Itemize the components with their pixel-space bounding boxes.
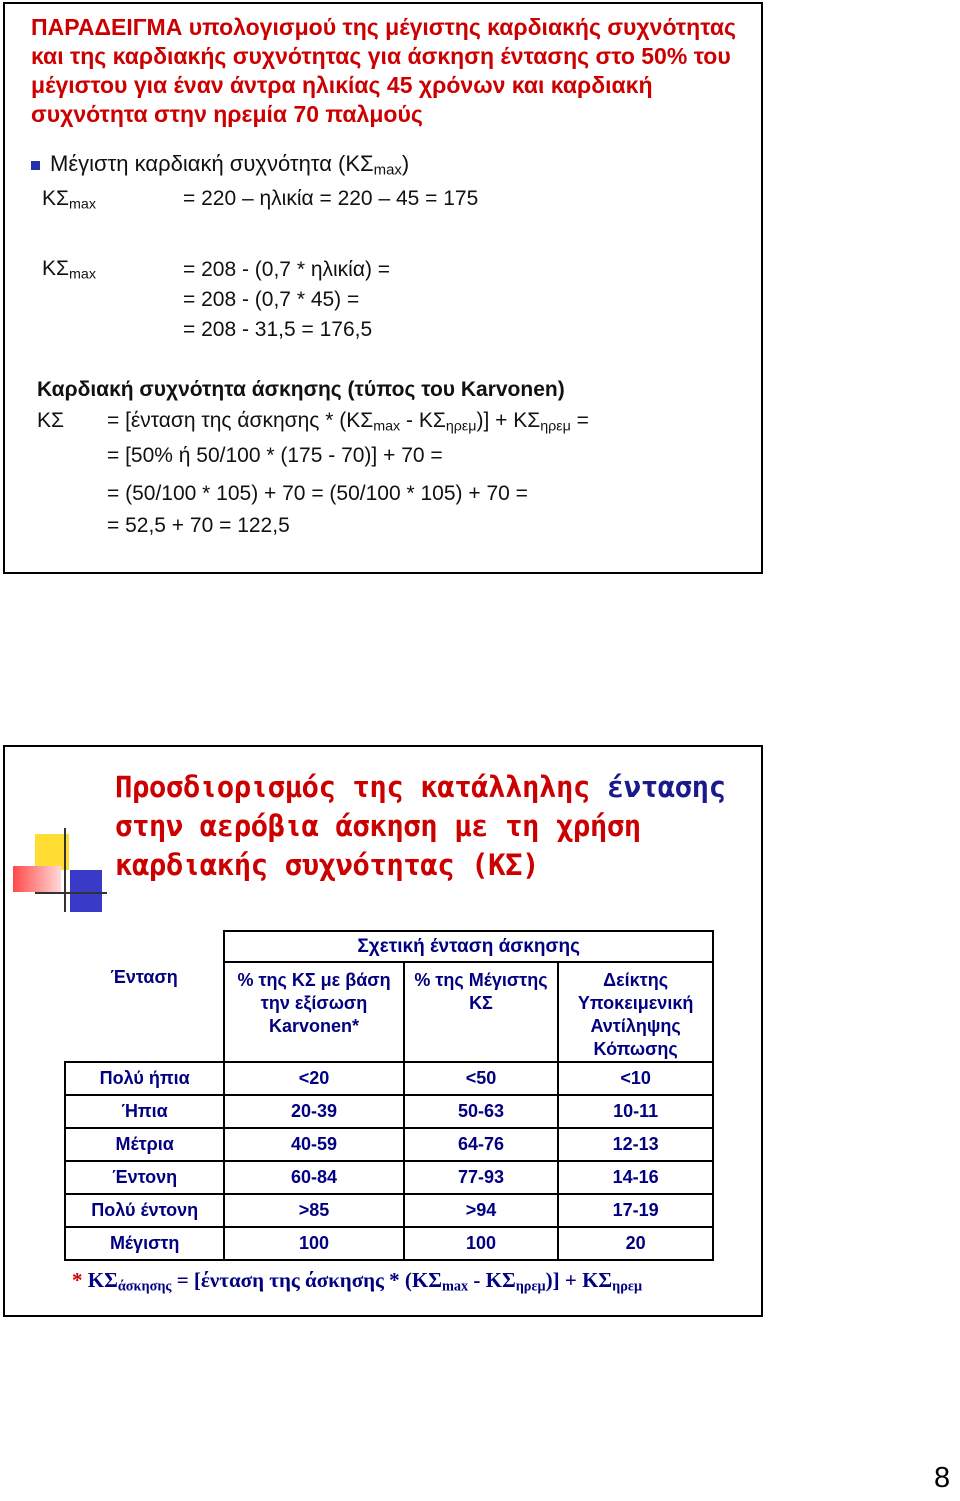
karvonen-label: ΚΣ	[37, 409, 64, 432]
table-row	[65, 1062, 713, 1095]
row-intensity: Πολύ έντονη	[65, 1194, 224, 1227]
hrmax-formula-2-line-2: = 208 - (0,7 * 45) =	[183, 288, 360, 311]
red-bar-icon	[13, 866, 61, 892]
row-rpe: 12-13	[558, 1128, 713, 1161]
karvonen-formula: = [ένταση της $ά\sigma\kappa\eta\sigma\eta\varsigma * (K\Sigma_{max} - K\Sigma_{\eta\rho\varepsilon\mu})] + K\Sigma_{\eta\rho\varepsilon\mu}$ =	[107, 409, 589, 435]
bullet-hrmax: Μέγιστη καρδιακή συχνότητα $(K\Sigma_{max})$	[31, 151, 409, 177]
intensity-table	[64, 930, 714, 1261]
row-karvonen: 60-84	[224, 1161, 403, 1194]
row-max-hr: 50-63	[404, 1095, 559, 1128]
group-header-relative-intensity: Σχετική ένταση άσκησης	[224, 931, 713, 962]
hrmax-formula-2-line-3: = 208 - 31,5 = 176,5	[183, 318, 373, 341]
square-bullet-icon	[31, 161, 40, 170]
table-row	[65, 1227, 713, 1260]
row-karvonen: >85	[224, 1194, 403, 1227]
blue-square-icon	[70, 870, 102, 912]
row-intensity: Μέγιστη	[65, 1227, 224, 1260]
table-row	[65, 1128, 713, 1161]
row-max-hr: 64-76	[404, 1128, 559, 1161]
row-intensity: Μέτρια	[65, 1128, 224, 1161]
example-title-line-3: μέγιστου για έναν άντρα ηλικίας 45 χρόνων και καρδιακή	[31, 72, 653, 98]
row-karvonen: 100	[224, 1227, 403, 1260]
page-number: 8	[934, 1462, 951, 1494]
slide-heart-rate-example	[3, 2, 763, 574]
karvonen-footnote: * $K\Sigma_{ά\sigma\kappa\eta\sigma\eta\varsigma} = [έ\nu\tau\alpha\sigma\eta$ της $ά\sigma\kappa\eta\sigma\eta\varsigma * (K\Sigma_{max} - K\Sigma_{\eta\rho\varepsilon\mu})] + K\Sigma_{\eta\rho\varepsilon\mu}$	[72, 1268, 643, 1295]
hrmax-formula-2-line-1: = 208 - (0,7 * ηλικία) =	[183, 258, 391, 281]
horizontal-line-icon	[35, 892, 107, 894]
table-row	[65, 1161, 713, 1194]
example-title-line-1: ΠΑΡΑΔΕΙΓΜΑ υπολογισμού της μέγιστης καρδιακής συχνότητας	[31, 14, 736, 40]
row-rpe: 20	[558, 1227, 713, 1260]
karvonen-step-1: = [50% ή 50/100 * (175 - 70)] + 70 =	[107, 444, 443, 467]
hrmax-label-2: $K\Sigma_{max}$	[42, 257, 96, 283]
row-karvonen: 40-59	[224, 1128, 403, 1161]
row-max-hr: >94	[404, 1194, 559, 1227]
intensity-title-line-2: στην αερόβια άσκηση με τη χρήση	[115, 809, 641, 843]
row-rpe: 17-19	[558, 1194, 713, 1227]
col-header-max-hr: % της Μέγιστης ΚΣ	[404, 962, 559, 1062]
row-intensity: Έντονη	[65, 1161, 224, 1194]
row-rpe: 10-11	[558, 1095, 713, 1128]
row-karvonen: <20	[224, 1062, 403, 1095]
row-rpe: <10	[558, 1062, 713, 1095]
intensity-title-line-1: Προσδιορισμός της κατάλληλης έντασης	[115, 770, 726, 804]
table-row	[65, 1095, 713, 1128]
table-row	[65, 1194, 713, 1227]
karvonen-step-2: = (50/100 * 105) + 70 = (50/100 * 105) + 70 =	[107, 482, 528, 505]
row-karvonen: 20-39	[224, 1095, 403, 1128]
row-intensity: Ήπια	[65, 1095, 224, 1128]
karvonen-heading: Καρδιακή συχνότητα άσκησης (τύπος του Karvonen)	[37, 378, 565, 401]
hrmax-label-1: $K\Sigma_{max}$	[42, 187, 96, 213]
col-header-rpe: Δείκτης Υποκειμενική Αντίληψης Κόπωσης	[558, 962, 713, 1062]
row-intensity: Πολύ ήπια	[65, 1062, 224, 1095]
intensity-title-line-3: καρδιακής συχνότητας (ΚΣ)	[115, 848, 539, 882]
row-rpe: 14-16	[558, 1161, 713, 1194]
hrmax-formula-1: = 220 – ηλικία = 220 – 45 = 175	[183, 187, 479, 210]
row-max-hr: 100	[404, 1227, 559, 1260]
row-max-hr: 77-93	[404, 1161, 559, 1194]
vertical-line-icon	[64, 828, 66, 912]
karvonen-step-3: = 52,5 + 70 = 122,5	[107, 514, 290, 537]
example-title-line-2: και της καρδιακής συχνότητας για άσκηση έντασης στο 50% του	[31, 43, 731, 69]
example-title-line-4: συχνότητα στην ηρεμία 70 παλμούς	[31, 101, 423, 127]
row-max-hr: <50	[404, 1062, 559, 1095]
col-header-karvonen: % της ΚΣ με βάση την εξίσωση Karvonen*	[224, 962, 403, 1062]
col-header-intensity: Ένταση	[65, 931, 224, 1062]
